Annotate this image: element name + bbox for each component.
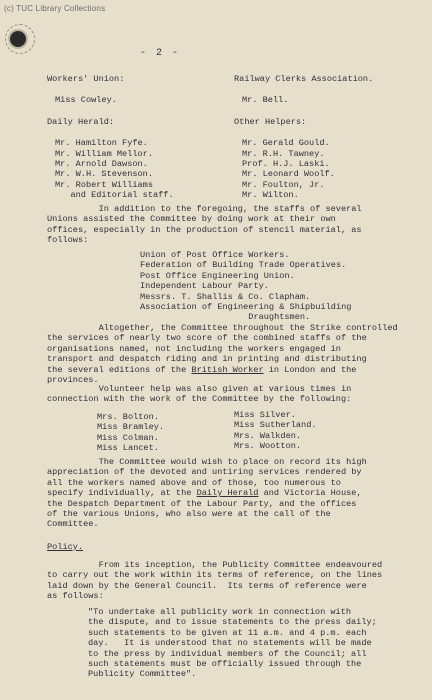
group-member: Mr. Robert Williams <box>55 179 153 190</box>
text-line: such statements must be officially issued through the <box>88 659 362 670</box>
list-item: Miss Bramley. <box>97 422 165 433</box>
text-line: to the press by individual members of the Council; all <box>88 648 367 659</box>
list-item: Draughtsmen. <box>140 312 311 323</box>
text-line: Unions assisted the Committee by doing work at their own <box>47 214 336 225</box>
group-heading: Other Helpers: <box>234 116 307 127</box>
paragraph-strike-staffs <box>47 323 398 386</box>
text-line: Publicity Committee". <box>88 669 197 680</box>
group-member: Prof. H.J. Laski. <box>242 159 330 170</box>
list-item: Mrs. Wootton. <box>234 441 302 452</box>
group-member: Mr. R.H. Tawney. <box>242 148 325 159</box>
text-fragment: specify individually, at the <box>47 488 197 499</box>
list-item: Mrs. Bolton. <box>97 412 159 422</box>
text-line: the dispute, and to issue statements to the press daily; <box>88 617 377 628</box>
text-line: offices, especially in the production of stencil material, as <box>47 224 362 235</box>
library-watermark: (c) TUC Library Collections <box>4 4 106 13</box>
group-member: Mr. Wilton. <box>242 190 299 201</box>
text-fragment: in London and the <box>263 364 357 375</box>
text-fragment: From its inception, the Publicity Committee endeavoured <box>98 560 383 570</box>
text-line: all the workers named above and of those, too numerous to <box>47 477 341 488</box>
list-item: Miss Silver. <box>234 410 296 420</box>
group-member: Mr. W.H. Stevenson. <box>55 169 153 180</box>
text-fragment: the several editions of the <box>47 364 192 375</box>
text-line <box>47 365 392 375</box>
text-line: transport and despatch riding and in printing and distributing <box>47 354 367 365</box>
text-line: Altogether, the Committee throughout the Strike controlled <box>47 323 398 333</box>
text-line: laid down by the General Council. Its terms of reference were <box>47 580 367 591</box>
text-line: to carry out the work within its terms of reference, on the lines <box>47 570 383 581</box>
group-member: and Editorial staff. <box>55 190 174 201</box>
list-item: Independent Labour Party. <box>140 281 269 292</box>
text-line: appreciation of the devoted and untiring services rendered by <box>47 467 362 478</box>
list-item: Post Office Engineering Union. <box>140 270 295 281</box>
text-line: Committee. <box>47 519 99 530</box>
list-item: Miss Sutherland. <box>234 420 317 431</box>
text-line: The Committee would wish to place on record its high <box>47 457 367 467</box>
punch-hole <box>10 31 26 47</box>
group-member: Mr. Bell. <box>242 95 289 106</box>
terms-of-reference-quote <box>88 607 377 680</box>
right-helpers-column <box>234 74 373 201</box>
group-heading: Daily Herald: <box>47 116 115 127</box>
text-line: day. It is understood that no statements will be made <box>88 638 372 649</box>
group-member: Miss Cowley. <box>55 95 117 106</box>
group-heading: Railway Clerks Association. <box>234 74 374 84</box>
list-item: Miss Lancet. <box>97 443 159 454</box>
list-item: Federation of Building Trade Operatives. <box>140 260 347 271</box>
text-line: In addition to the foregoing, the staffs of several <box>47 204 362 214</box>
text-line: follows: <box>47 235 89 246</box>
text-line: of the various Unions, who also were at the call of the <box>47 509 331 520</box>
newspaper-title: Daily Herald <box>196 488 259 499</box>
organisations-list <box>140 250 351 323</box>
paragraph-policy <box>47 560 392 602</box>
left-helpers-column <box>47 74 174 201</box>
volunteers-left-list <box>97 412 164 454</box>
newspaper-title: British Worker <box>191 364 264 375</box>
text-line: such statements to be given at 11 a.m. and 4 p.m. each <box>88 627 367 638</box>
group-heading: Workers' Union: <box>47 74 125 84</box>
group-member: Mr. Hamilton Fyfe. <box>55 138 148 149</box>
text-line: the services of nearly two score of the combined staffs of the <box>47 333 367 344</box>
list-item: Miss Colman. <box>97 432 159 443</box>
volunteers-right-list <box>234 410 317 452</box>
paragraph-appreciation <box>47 457 392 530</box>
list-item: Union of Post Office Workers. <box>140 250 290 260</box>
paragraph-staffs <box>47 204 392 246</box>
paragraph-volunteers <box>47 384 392 405</box>
text-line: "To undertake all publicity work in connection with <box>88 607 352 617</box>
text-line: the Despatch Department of the Labour Party, and the offices <box>47 498 357 509</box>
group-member: Mr. Leonard Woolf. <box>242 169 335 180</box>
group-member: Mr. Foulton, Jr. <box>242 179 325 190</box>
page-number: - 2 - <box>140 48 181 59</box>
group-member: Mr. Arnold Dawson. <box>55 159 148 170</box>
list-item: Messrs. T. Shallis & Co. Clapham. <box>140 291 311 302</box>
text-line <box>47 488 392 498</box>
group-member: Mr. Gerald Gould. <box>242 138 330 149</box>
text-line: as follows: <box>47 591 104 602</box>
text-fragment: and Victoria House, <box>258 488 362 499</box>
text-line: provinces. <box>47 375 99 386</box>
text-line: connection with the work of the Committee by the following: <box>47 394 352 405</box>
list-item: Mrs. Walkden. <box>234 430 302 441</box>
text-line <box>47 560 392 570</box>
text-line: organisations named, not including the workers engaged in <box>47 343 341 354</box>
list-item: Association of Engineering & Shipbuilding <box>140 302 352 313</box>
policy-heading: Policy. <box>47 542 84 552</box>
group-member: Mr. William Mellor. <box>55 148 153 159</box>
text-line: Volunteer help was also given at various times in <box>47 384 352 394</box>
